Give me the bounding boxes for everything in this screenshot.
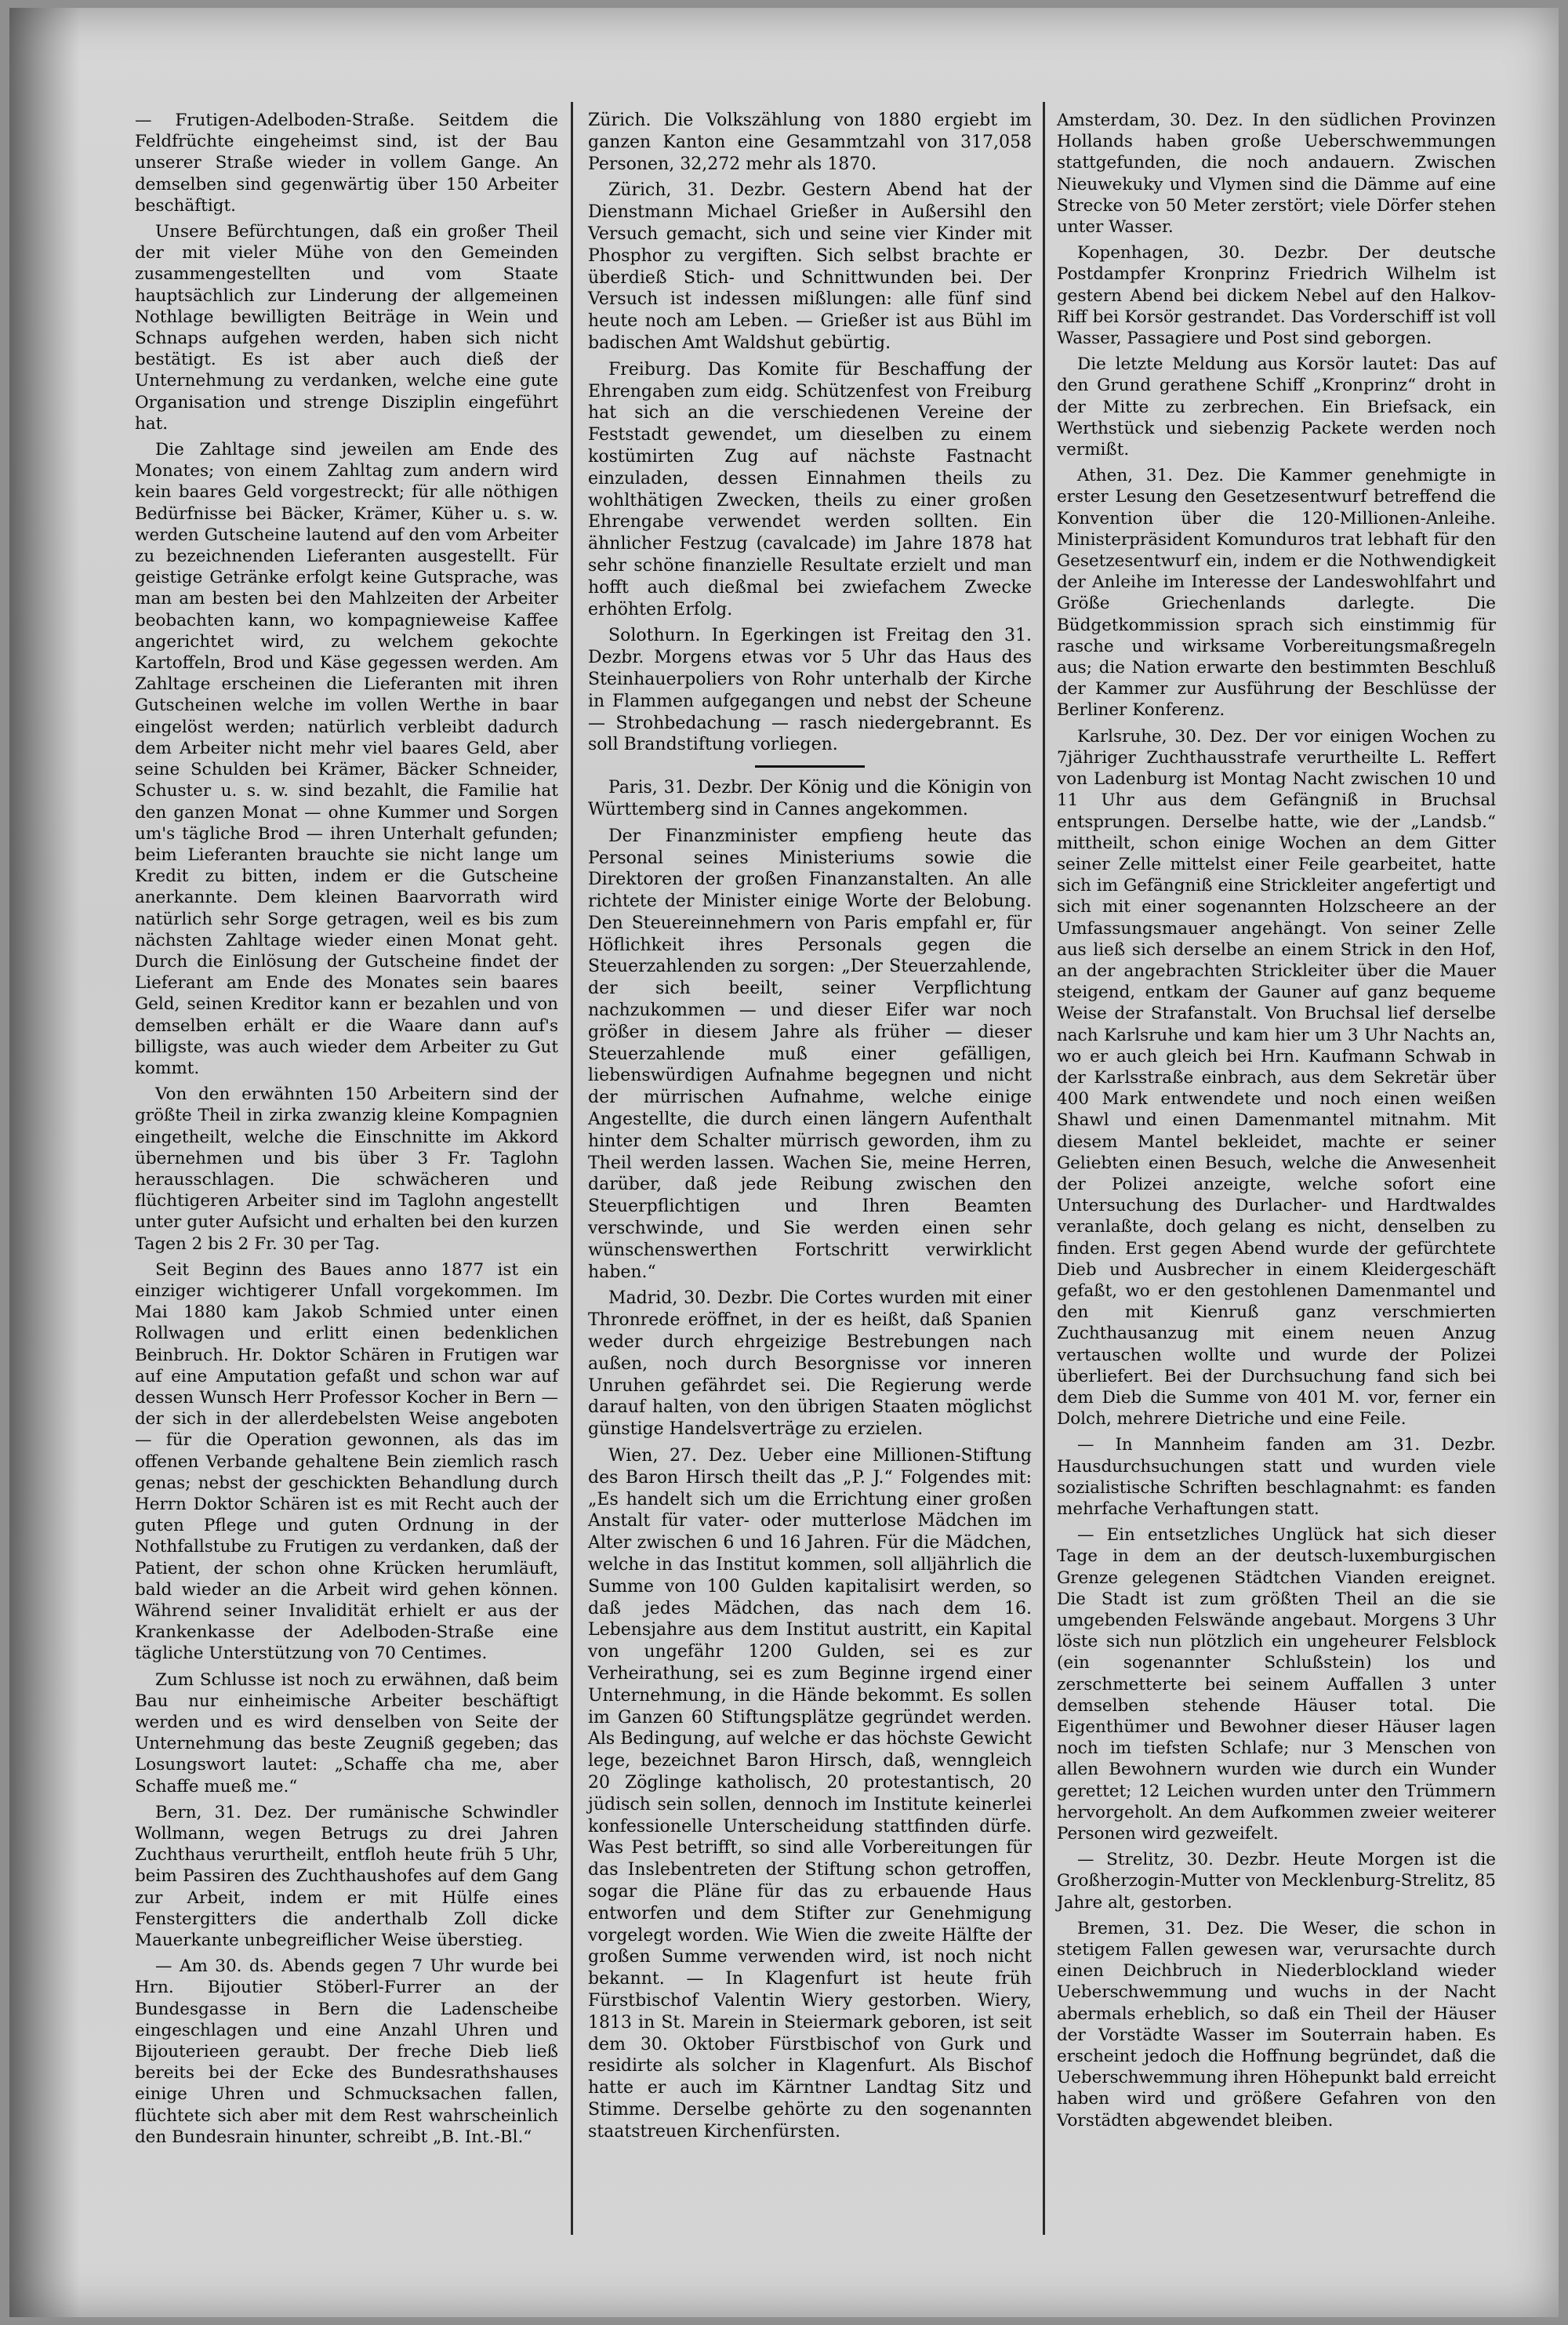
article-paragraph: Von den erwähnten 150 Arbeitern sind der größte Theil in zirka zwanzig kleine Kompagnien eingetheilt, welche die Einschnitte im Akkord übernehmen und bis über 3 Fr. Taglohn herausschlagen. Die schwächeren und flüchtigeren Arbeiter sind im Taglohn angestellt unter guter Aufsicht und erhalten bei den kurzen Tagen 2 bis 2 Fr. 30 per Tag.	[135, 1084, 558, 1254]
article-paragraph: Solothurn. In Egerkingen ist Freitag den 31. Dezbr. Morgens etwas vor 5 Uhr das Haus des Steinhauerpoliers von Rohr unterhalb der Kirche in Flammen aufgegangen und nebst der Scheune — Strohbedachung — rasch niedergebrannt. Es soll Brandstiftung vorliegen.	[588, 626, 1032, 755]
article-paragraph: Zum Schlusse ist noch zu erwähnen, daß beim Bau nur einheimische Arbeiter beschäftigt werden und es wird denselben von Seite der Unternehmung das beste Zeugniß gegeben; das Losungswort lautet: „Schaffe cha me, aber Schaffe mueß me.“	[135, 1669, 558, 1796]
article-paragraph: — Ein entsetzliches Unglück hat sich dieser Tage in dem an der deutsch-luxemburgischen Grenze gelegenen Städtchen Vianden ereignet. Die Stadt ist zum größten Theil an die sie umgebenden Felswände angebaut. Morgens 3 Uhr löste sich nun plötzlich ein ungeheurer Felsblock (ein sogenannter Schlußstein) los und zerschmetterte bei seinem Auffallen 3 unter demselben stehende Häuser total. Die Eigenthümer und Bewohner dieser Häuser lagen noch im tiefsten Schlafe; nur 3 Menschen von allen Bewohnern wurden wie durch ein Wunder gerettet; 12 Leichen wurden unter den Trümmern hervorgeholt. An dem Aufkommen zweier weiterer Personen wird gezweifelt.	[1057, 1525, 1496, 1844]
article-paragraph: — In Mannheim fanden am 31. Dezbr. Hausdurchsuchungen statt und wurden viele sozialistische Schriften beschlagnahmt: es fanden mehrfache Verhaftungen statt.	[1057, 1435, 1496, 1519]
article-paragraph: — Frutigen-Adelboden-Straße. Seitdem die Feldfrüchte eingeheimst sind, ist der Bau unserer Straße wieder in vollem Gange. An demselben sind gegenwärtig über 150 Arbeiter beschäftigt.	[135, 111, 558, 216]
article-paragraph: Madrid, 30. Dezbr. Die Cortes wurden mit einer Thronrede eröffnet, in der es heißt, daß Spanien weder durch ehrgeizige Bestrebungen nach außen, noch durch Besorgnisse vor inneren Unruhen gefährdet sei. Die Regierung werde darauf halten, von den übrigen Staaten möglichst günstige Handelsverträge zu erzielen.	[588, 1288, 1032, 1440]
article-paragraph: Freiburg. Das Komite für Beschaffung der Ehrengaben zum eidg. Schützenfest von Freiburg hat sich an die verschiedenen Vereine der Feststadt gewendet, um dieselben zu einem kostümirten Zug auf nächste Fastnacht einzuladen, dessen Einnahmen theils zu wohlthätigen Zwecken, theils zu einer großen Ehrengabe verwendet werden sollten. Ein ähnlicher Festzug (cavalcade) im Jahre 1878 hat sehr schöne finanzielle Resultate erzielt und man hofft auch dießmal bei zwiefachem Zwecke erhöhten Erfolg.	[588, 359, 1032, 619]
column-2	[588, 110, 1032, 2148]
article-paragraph: Die Zahltage sind jeweilen am Ende des Monates; von einem Zahltag zum andern wird kein baares Geld vorgestreckt; für alle nöthigen Bedürfnisse bei Bäcker, Krämer, Küher u. s. w. werden Gutscheine lautend auf den vom Arbeiter zu bezeichnenden Lieferanten ausgestellt. Für geistige Getränke erfolgt keine Gutsprache, was man am besten bei den Mahlzeiten der Arbeiter beobachten kann, wo kompagnieweise Kaffee angerichtet wird, zu welchem gekochte Kartoffeln, Brod und Käse gegessen werden. Am Zahltage erscheinen die Lieferanten mit ihren Gutscheinen welche im vollen Werthe in baar eingelöst werden; natürlich verbleibt dadurch dem Arbeiter nicht mehr viel baares Geld, aber seine Schulden bei Krämer, Bäcker Schneider, Schuster u. s. w. sind bezahlt, die Familie hat den ganzen Monat — ohne Kummer und Sorgen um's tägliche Brod — ihren Unterhalt gefunden; beim Lieferanten brauchte sie nicht lange um Kredit zu bitten, indem er die Gutscheine anerkannte. Dem kleinen Baarvorrath wird natürlich sehr Sorge getragen, weil es bis zum nächsten Zahltage wieder einen Monat geht. Durch die Einlösung der Gutscheine findet der Lieferant am Ende des Monates sein baares Geld, seinen Kreditor kann er bezahlen und von demselben erhält er die Waare dann auf's billigste, was auch wieder dem Arbeiter zu Gut kommt.	[135, 440, 558, 1078]
article-paragraph: — Strelitz, 30. Dezbr. Heute Morgen ist die Großherzogin-Mutter von Mecklenburg-Strelitz, 85 Jahre alt, gestorben.	[1057, 1850, 1496, 1913]
article-paragraph: Unsere Befürchtungen, daß ein großer Theil der mit vieler Mühe von den Gemeinden zusammengestellten und vom Staate hauptsächlich zur Linderung der allgemeinen Nothlage bewilligten Beiträge in Wein und Schnaps aufgehen werden, haben sich nicht bestätigt. Es ist aber auch dieß der Unternehmung zu verdanken, welche eine gute Organisation und strenge Disziplin eingeführt hat.	[135, 222, 558, 434]
column-1	[135, 110, 558, 2152]
article-paragraph: Wien, 27. Dez. Ueber eine Millionen-Stiftung des Baron Hirsch theilt das „P. J.“ Folgendes mit: „Es handelt sich um die Errichtung einer großen Anstalt für vater- oder mutterlose Mädchen im Alter zwischen 6 und 16 Jahren. Für die Mädchen, welche in das Institut kommen, soll alljährlich die Summe von 100 Gulden kapitalisirt werden, so daß jedes Mädchen, das nach dem 16. Lebensjahre aus dem Institut austritt, ein Kapital von ungefähr 1200 Gulden, sei es zur Verheirathung, sei es zum Beginne irgend einer Unternehmung, in die Hände bekommt. Es sollen im Ganzen 60 Stiftungsplätze gegründet werden. Als Bedingung, auf welche er das höchste Gewicht lege, bezeichnet Baron Hirsch, daß, wenngleich 20 Zöglinge katholisch, 20 protestantisch, 20 jüdisch sein sollen, dennoch im Institute keinerlei konfessionelle Unterscheidung stattfinden dürfe. Was Pest betrifft, so sind alle Vorbereitungen für das Inslebentreten der Stiftung schon getroffen, sogar die Pläne für das zu erbauende Haus entworfen und dem Stifter zur Genehmigung vorgelegt worden. Wie Wien die zweite Hälfte der großen Summe verwenden wird, ist noch nicht bekannt. — In Klagenfurt ist heute früh Fürstbischof Valentin Wiery gestorben. Wiery, 1813 in St. Marein in Steiermark geboren, ist seit dem 30. Oktober Fürstbischof von Gurk und residirte als solcher in Klagenfurt. Als Bischof hatte er auch im Kärntner Landtag Sitz und Stimme. Derselbe gehörte zu den sogenannten staatstreuen Kirchenfürsten.	[588, 1446, 1032, 2142]
newspaper-page	[9, 8, 1559, 2317]
article-paragraph: Zürich, 31. Dezbr. Gestern Abend hat der Dienstmann Michael Grießer in Außersihl den Versuch gemacht, sich und seine vier Kinder mit Phosphor zu vergiften. Sich selbst brachte er überdieß Stich- und Schnittwunden bei. Der Versuch ist indessen mißlungen: alle fünf sind heute noch am Leben. — Grießer ist aus Bühl im badischen Amt Waldshut gebürtig.	[588, 180, 1032, 353]
article-paragraph: Bremen, 31. Dez. Die Weser, die schon in stetigem Fallen gewesen war, verursachte durch einen Deichbruch in Niederblockland wieder Ueberschwemmung und wuchs in der Nacht abermals erheblich, so daß ein Theil der Häuser der Vorstädte Wasser im Souterrain haben. Es erscheint jedoch die Hoffnung begründet, daß die Ueberschwemmung ihren Höhepunkt bald erreicht haben wird und größere Gefahren von den Vorstädten abgewendet bleiben.	[1057, 1918, 1496, 2131]
column-3	[1057, 110, 1496, 2136]
column-rule	[1043, 102, 1045, 2235]
article-paragraph: Athen, 31. Dez. Die Kammer genehmigte in erster Lesung den Gesetzesentwurf betreffend die Konvention über die 120-Millionen-Anleihe. Ministerpräsident Komunduros trat lebhaft für den Gesetzesentwurf ein, indem er die Nothwendigkeit der Anleihe im Interesse der Landeswohlfahrt und Größe Griechenlands darlegte. Die Büdgetkommission sprach sich einstimmig für rasche und wirksame Vorbereitungsmaßregeln aus; die Nation erwarte den bestimmten Beschluß der Kammer zur Ausführung der Beschlüsse der Berliner Konferenz.	[1057, 466, 1496, 721]
article-paragraph: Die letzte Meldung aus Korsör lautet: Das auf den Grund gerathene Schiff „Kronprinz“ droht in der Mitte zu zerbrechen. Ein Briefsack, ein Werthstück und siebenzig Packete werden noch vermißt.	[1057, 354, 1496, 460]
section-divider	[755, 765, 865, 768]
article-paragraph: Seit Beginn des Baues anno 1877 ist ein einziger wichtigerer Unfall vorgekommen. Im Mai 1880 kam Jakob Schmied unter einen Rollwagen und erlitt einen bedenklichen Beinbruch. Hr. Doktor Schären in Frutigen war auf eine Amputation gefaßt und schon war auf dessen Wunsch Herr Professor Kocher in Bern — der sich in der allerdebelsten Weise angeboten — für die Operation gewonnen, als das im offenen Verbande gehaltene Bein ziemlich rasch genas; nebst der geschickten Behandlung durch Herrn Doktor Schären ist es mit Recht auch der guten Pflege und guten Ordnung in der Nothfallstube zu Frutigen zu verdanken, daß der Patient, der schon ohne Krücken herumläuft, bald wieder an die Arbeit wird gehen können. Während seiner Invalidität erhielt er aus der Krankenkasse der Adelboden-Straße eine tägliche Unterstützung von 70 Centimes.	[135, 1259, 558, 1664]
article-paragraph: Der Finanzminister empfieng heute das Personal seines Ministeriums sowie die Direktoren der großen Finanzanstalten. An alle richtete der Minister einige Worte der Belobung. Den Steuereinnehmern von Paris empfahl er, für Höflichkeit ihres Personals gegen die Steuerzahlenden zu sorgen: „Der Steuerzahlende, der sich beeilt, seiner Verpflichtung nachzukommen — und dieser Eifer war noch größer in diesem Jahre als früher — dieser Steuerzahlende muß einer gefälligen, liebenswürdigen Aufnahme begegnen und nicht der mürrischen Aufnahme, welche einige Angestellte, die durch einen längern Aufenthalt hinter dem Schalter mürrisch geworden, ihm zu Theil werden lassen. Wachen Sie, meine Herren, darüber, daß jede Reibung zwischen den Steuerpflichtigen und Ihren Beamten verschwinde, und Sie werden einen sehr wünschenswerthen Fortschritt verwirklicht haben.“	[588, 826, 1032, 1282]
article-paragraph: Bern, 31. Dez. Der rumänische Schwindler Wollmann, wegen Betrugs zu drei Jahren Zuchthaus verurtheilt, entfloh heute früh 5 Uhr, beim Passiren des Zuchthaushofes auf dem Gang zur Arbeit, indem er mit Hülfe eines Fenstergitters die anderthalb Zoll dicke Mauerkante unbegreiflicher Weise überstieg.	[135, 1802, 558, 1951]
article-paragraph: — Am 30. ds. Abends gegen 7 Uhr wurde bei Hrn. Bijoutier Stöberl-Furrer an der Bundesgasse in Bern die Ladenscheibe eingeschlagen und eine Anzahl Uhren und Bijouterieen geraubt. Der freche Dieb ließ bereits bei der Ecke des Bundesrathshauses einige Uhren und Schmucksachen fallen, flüchtete sich aber mit dem Rest wahrscheinlich den Bundesrain hinunter, schreibt „B. Int.-Bl.“	[135, 1956, 558, 2147]
article-paragraph: Karlsruhe, 30. Dez. Der vor einigen Wochen zu 7jähriger Zuchthausstrafe verurtheilte L. Reffert von Ladenburg ist Montag Nacht zwischen 10 und 11 Uhr aus dem Gefängniß in Bruchsal entsprungen. Derselbe hatte, wie der „Landsb.“ mittheilt, schon einige Wochen an dem Gitter seiner Zelle mittelst einer Feile gearbeitet, hatte sich im Gefängniß eine Strickleiter angefertigt und sich mit einer sogenannten Holzscheere an der Umfassungsmauer angehängt. Von seiner Zelle aus ließ sich derselbe an einem Strick in den Hof, an der angebrachten Strickleiter über die Mauer steigend, entkam der Gauner auf ganz bequeme Weise der Strafanstalt. Von Bruchsal lief derselbe nach Karlsruhe und kam hier um 3 Uhr Nachts an, wo er auch gleich bei Hrn. Kaufmann Schwab in der Karlsstraße einbrach, aus dem Sekretär über 400 Mark entwendete und noch einen weißen Shawl und einen Damenmantel mitnahm. Mit diesem Mantel bekleidet, machte er seiner Geliebten einen Besuch, welche die Anwesenheit der Polizei anzeigte, welche sofort eine Untersuchung des Durlacher- und Hardtwaldes veranlaßte, doch gelang es nicht, denselben zu finden. Erst gegen Abend wurde der gefürchtete Dieb und Ausbrecher in einem Kleidergeschäft gefaßt, wo er den gestohlenen Damenmantel und den mit Kienruß ganz verschmierten Zuchthausanzug mit einem neuen Anzug vertauschen wollte und wurde der Polizei überliefert. Bei der Durchsuchung fand sich bei dem Dieb die Summe von 401 M. vor, ferner ein Dolch, mehrere Dietriche und eine Feile.	[1057, 726, 1496, 1430]
page-binding-shadow	[9, 8, 80, 2317]
article-paragraph: Zürich. Die Volkszählung von 1880 ergiebt im ganzen Kanton eine Gesammtzahl von 317,058 Personen, 32,272 mehr als 1870.	[588, 111, 1032, 174]
article-paragraph: Kopenhagen, 30. Dezbr. Der deutsche Postdampfer Kronprinz Friedrich Wilhelm ist gestern Abend bei dickem Nebel auf den Halkov-Riff bei Korsör gestrandet. Das Vorderschiff ist voll Wasser, Passagiere und Post sind geborgen.	[1057, 243, 1496, 349]
article-paragraph: Paris, 31. Dezbr. Der König und die Königin von Württemberg sind in Cannes angekommen.	[588, 778, 1032, 819]
article-paragraph: Amsterdam, 30. Dez. In den südlichen Provinzen Hollands haben große Ueberschwemmungen stattgefunden, die noch andauern. Zwischen Nieuwekuky und Vlymen sind die Dämme auf eine Strecke von 50 Meter zerstört; viele Dörfer stehen unter Wasser.	[1057, 111, 1496, 238]
column-rule	[571, 102, 573, 2235]
